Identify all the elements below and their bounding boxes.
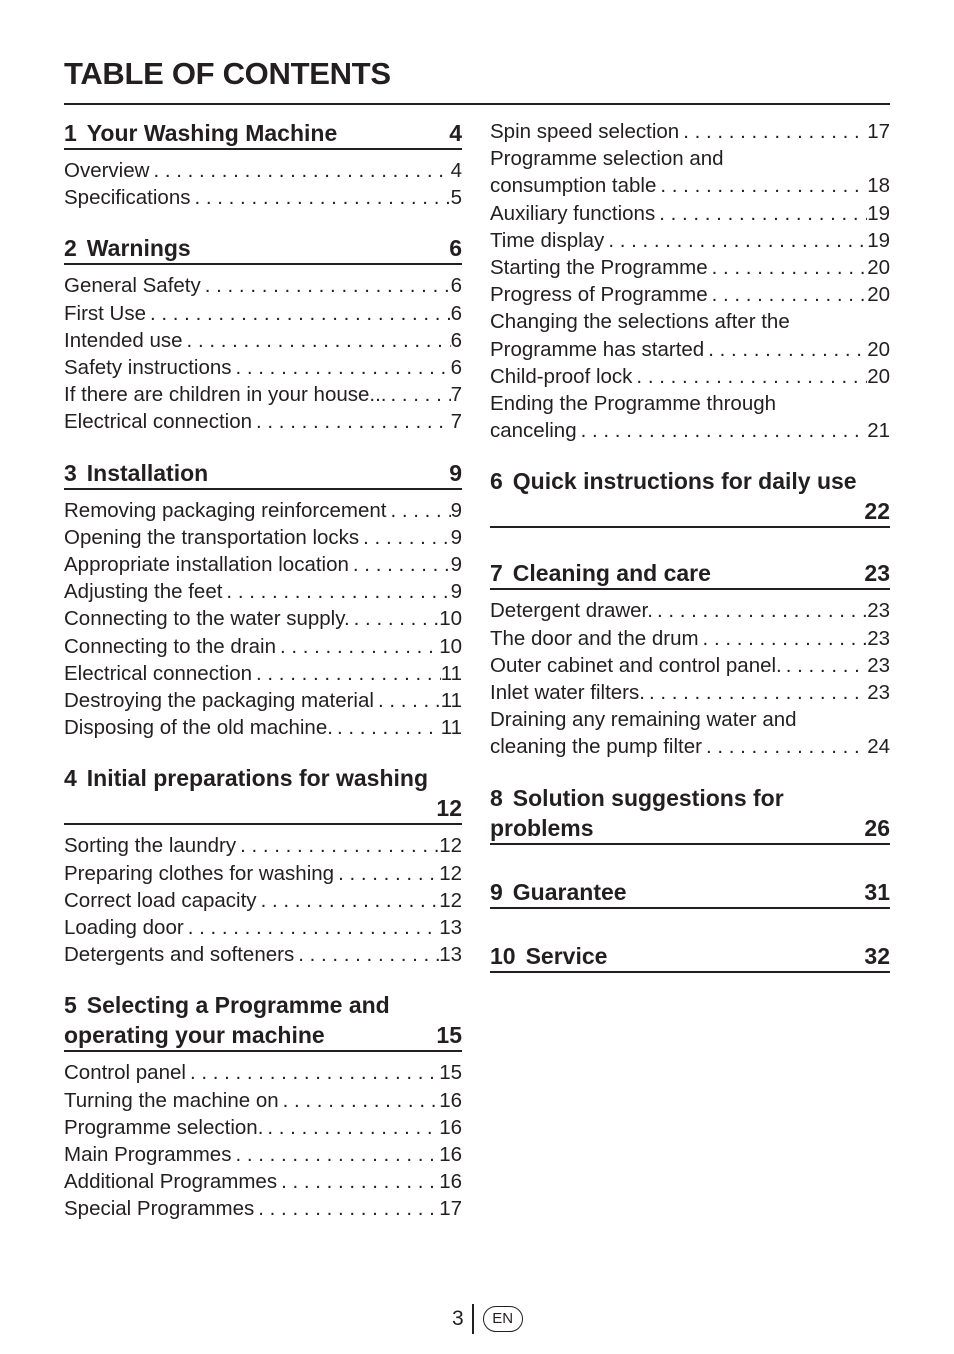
- entry-label: Correct load capacity: [64, 888, 257, 912]
- entry-label: Time display: [490, 228, 605, 252]
- dot-leader: [334, 860, 439, 887]
- section-number: 1: [64, 120, 77, 146]
- toc-entry[interactable]: [490, 254, 890, 281]
- dot-leader: [236, 832, 439, 859]
- section-number: 6: [490, 468, 503, 495]
- entry-label: Electrical connection: [64, 410, 253, 434]
- entry-page: 20: [867, 364, 890, 388]
- entry-label-line1: Draining any remaining water and: [490, 708, 797, 732]
- toc-entry[interactable]: [64, 408, 462, 435]
- entry-label: Sorting the laundry: [64, 834, 237, 858]
- entry-label: Preparing clothes for washing: [64, 861, 335, 885]
- entry-page: 15: [439, 1061, 462, 1085]
- dot-leader: [184, 914, 440, 941]
- entry-label: Detergents and softeners: [64, 943, 295, 967]
- footer-divider: [472, 1304, 474, 1334]
- dot-leader: [386, 497, 450, 524]
- page-title: TABLE OF CONTENTS: [64, 56, 391, 91]
- entry-page: 12: [439, 861, 462, 885]
- entry-label: Connecting to the water supply.: [64, 607, 350, 631]
- section-title-line1: Solution suggestions for: [512, 784, 784, 811]
- toc-entry[interactable]: [64, 184, 462, 211]
- entry-label: Adjusting the feet: [64, 580, 223, 604]
- entry-label: Electrical connection: [64, 661, 253, 685]
- dot-leader: [254, 1195, 439, 1222]
- section-number: 3: [64, 459, 77, 486]
- toc-entry[interactable]: [64, 1141, 462, 1168]
- entry-label: Special Programmes: [64, 1197, 255, 1221]
- toc-section-9[interactable]: [490, 877, 890, 909]
- entry-label: Safety instructions: [64, 356, 232, 380]
- entry-page: 11: [440, 661, 462, 685]
- dot-leader: [699, 625, 868, 652]
- entry-label: Programme has started: [490, 337, 705, 361]
- entry-label: cleaning the pump filter: [490, 735, 702, 759]
- dot-leader: [359, 524, 450, 551]
- section-page: 12: [436, 795, 462, 822]
- entry-label: First Use: [64, 301, 146, 325]
- entry-label-line1: Changing the selections after the: [490, 310, 790, 334]
- language-badge: EN: [483, 1306, 523, 1332]
- entry-label: Outer cabinet and control panel.: [490, 653, 782, 677]
- toc-entry[interactable]: [64, 1114, 462, 1141]
- entry-page: 21: [867, 419, 890, 443]
- section-number: 9: [490, 878, 503, 905]
- toc-entry[interactable]: [490, 679, 890, 706]
- page-number: 3: [452, 1307, 464, 1330]
- dot-leader: [708, 281, 868, 308]
- section-page: 4: [449, 120, 462, 146]
- entry-label: Removing packaging reinforcement: [64, 498, 387, 522]
- toc-entry[interactable]: [490, 652, 890, 679]
- toc-entry[interactable]: [64, 497, 462, 524]
- entry-label: Spin speed selection: [490, 120, 680, 143]
- entry-label: Specifications: [64, 186, 191, 210]
- toc-entry[interactable]: [64, 1087, 462, 1114]
- toc-entry[interactable]: [64, 887, 462, 914]
- entry-page: 6: [450, 328, 462, 352]
- entry-label: Intended use: [64, 328, 183, 352]
- toc-left-column: [64, 118, 462, 1245]
- dot-leader: [146, 300, 451, 327]
- entry-label: General Safety: [64, 274, 201, 298]
- toc-entry[interactable]: [64, 1195, 462, 1222]
- dot-leader: [257, 887, 440, 914]
- dot-leader: [186, 1059, 439, 1086]
- dot-leader: [350, 605, 440, 632]
- toc-section-10[interactable]: [490, 941, 890, 973]
- entry-page: 9: [450, 580, 462, 604]
- entry-page: 12: [439, 888, 462, 912]
- dot-leader: [349, 551, 451, 578]
- toc-entry[interactable]: [64, 633, 462, 660]
- toc-entry[interactable]: [490, 363, 890, 390]
- section-title: Warnings: [86, 235, 191, 262]
- entry-page: 19: [867, 228, 890, 252]
- entry-label: Auxiliary functions: [490, 201, 656, 225]
- dot-leader: [252, 408, 451, 435]
- entry-label: The door and the drum: [490, 626, 699, 650]
- toc-entry[interactable]: [490, 390, 890, 444]
- entry-page: 6: [450, 274, 462, 298]
- section-title-line1: Selecting a Programme and: [86, 992, 390, 1019]
- dot-leader: [704, 336, 867, 363]
- toc-section-5[interactable]: [64, 990, 462, 1052]
- entry-label: If there are children in your house...: [64, 383, 387, 407]
- toc-entry[interactable]: [64, 1059, 462, 1086]
- dot-leader: [679, 118, 867, 145]
- section-page: 22: [864, 498, 890, 525]
- section-page: 15: [436, 1022, 462, 1049]
- entry-label: Appropriate installation location: [64, 553, 349, 577]
- toc-entry[interactable]: [64, 914, 462, 941]
- entry-label: Inlet water filters.: [490, 681, 645, 705]
- toc-section-7[interactable]: [490, 558, 890, 590]
- section-number: 7: [490, 560, 503, 587]
- dot-leader: [577, 417, 868, 444]
- section-title: Cleaning and care: [512, 560, 711, 587]
- toc-entry[interactable]: [64, 714, 462, 741]
- section-title-line2: operating your machine: [64, 1022, 325, 1049]
- toc-entry[interactable]: [64, 832, 462, 859]
- entry-label: Loading door: [64, 916, 184, 940]
- entry-page: 6: [450, 356, 462, 380]
- section-title-line2: problems: [490, 814, 594, 841]
- dot-leader: [252, 660, 441, 687]
- entry-label: Main Programmes: [64, 1143, 232, 1167]
- entry-label: consumption table: [490, 174, 657, 198]
- section-title: Installation: [86, 459, 209, 486]
- toc-entry[interactable]: [64, 1168, 462, 1195]
- entry-page: 17: [439, 1197, 462, 1221]
- entry-page: 24: [867, 735, 890, 759]
- entry-page: 13: [439, 943, 462, 967]
- entry-page: 23: [867, 681, 890, 705]
- dot-leader: [333, 714, 441, 741]
- entry-page: 4: [450, 159, 462, 182]
- toc-entry[interactable]: [64, 660, 462, 687]
- entry-label: Destroying the packaging material: [64, 689, 374, 713]
- toc-entry[interactable]: [490, 597, 890, 624]
- entry-page: 17: [867, 120, 890, 143]
- entry-page: 11: [440, 716, 462, 740]
- toc-section-6[interactable]: [490, 466, 890, 528]
- section-title: Quick instructions for daily use: [512, 468, 857, 495]
- dot-leader: [782, 652, 867, 679]
- dot-leader: [183, 327, 451, 354]
- section-title: Service: [525, 942, 608, 969]
- dot-leader: [190, 184, 450, 211]
- entry-label: Progress of Programme: [490, 283, 708, 307]
- dot-leader: [655, 200, 867, 227]
- section-page: 23: [864, 560, 890, 587]
- entry-page: 10: [439, 634, 462, 658]
- section-number: 2: [64, 235, 77, 262]
- toc-section-4[interactable]: [64, 763, 462, 825]
- section-number: 5: [64, 992, 77, 1019]
- entry-page: 7: [450, 410, 462, 434]
- section-number: 10: [490, 942, 516, 969]
- toc-entry[interactable]: [490, 281, 890, 308]
- entry-page: 16: [439, 1088, 462, 1112]
- toc-entry[interactable]: [490, 308, 890, 362]
- entry-label: Child-proof lock: [490, 364, 633, 388]
- entry-page: 10: [439, 607, 462, 631]
- dot-leader: [604, 227, 867, 254]
- entry-page: 16: [439, 1143, 462, 1167]
- entry-label-line1: Ending the Programme through: [490, 392, 777, 416]
- toc-section-1[interactable]: [64, 118, 462, 150]
- dot-leader: [294, 941, 439, 968]
- entry-page: 11: [440, 689, 462, 713]
- toc-entry[interactable]: [64, 578, 462, 605]
- entry-page: 9: [450, 498, 462, 522]
- section-page: 9: [449, 459, 462, 486]
- entry-page: 5: [450, 186, 462, 210]
- entry-page: 23: [867, 653, 890, 677]
- toc-right-column: [490, 118, 890, 973]
- toc-entry[interactable]: [490, 227, 890, 254]
- entry-page: 12: [439, 834, 462, 858]
- entry-page: 7: [450, 383, 462, 407]
- toc-entry[interactable]: [490, 200, 890, 227]
- toc-entry[interactable]: [64, 551, 462, 578]
- dot-leader: [702, 733, 867, 760]
- toc-entry[interactable]: [64, 687, 462, 714]
- entry-label: Starting the Programme: [490, 256, 708, 280]
- title-rule: [64, 103, 890, 105]
- section-page: 31: [864, 878, 890, 905]
- toc-entry[interactable]: [490, 118, 890, 145]
- entry-page: 16: [439, 1170, 462, 1194]
- entry-page: 13: [439, 916, 462, 940]
- toc-entry[interactable]: [64, 524, 462, 551]
- entry-page: 23: [867, 599, 890, 623]
- dot-leader: [645, 679, 867, 706]
- dot-leader: [149, 157, 450, 184]
- entry-label: Control panel: [64, 1061, 186, 1085]
- entry-label: Opening the transportation locks: [64, 525, 360, 549]
- toc-entry[interactable]: [490, 706, 890, 760]
- toc-entry[interactable]: [64, 157, 462, 184]
- section-title: Initial preparations for washing: [86, 765, 429, 792]
- toc-entry[interactable]: [64, 327, 462, 354]
- entry-label: Connecting to the drain: [64, 634, 276, 658]
- dot-leader: [277, 1168, 439, 1195]
- toc-entry[interactable]: [64, 941, 462, 968]
- entry-label: Disposing of the old machine.: [64, 716, 333, 740]
- entry-page: 9: [450, 525, 462, 549]
- dot-leader: [231, 1141, 439, 1168]
- toc-entry[interactable]: [64, 860, 462, 887]
- section-page: 32: [864, 942, 890, 969]
- entry-page: 16: [439, 1115, 462, 1139]
- dot-leader: [222, 578, 450, 605]
- dot-leader: [374, 687, 441, 714]
- toc-entry[interactable]: [490, 625, 890, 652]
- entry-label-line1: Programme selection and: [490, 147, 724, 171]
- entry-label: canceling: [490, 419, 577, 443]
- toc-entry[interactable]: [64, 605, 462, 632]
- dot-leader: [653, 597, 867, 624]
- entry-page: 6: [450, 301, 462, 325]
- section-page: 6: [449, 235, 462, 262]
- toc-section-8[interactable]: [490, 783, 890, 845]
- entry-page: 23: [867, 626, 890, 650]
- section-number: 8: [490, 784, 503, 811]
- entry-page: 20: [867, 256, 890, 280]
- entry-page: 18: [867, 174, 890, 198]
- page-footer: [452, 1304, 523, 1334]
- entry-label: Additional Programmes: [64, 1170, 278, 1194]
- dot-leader: [632, 363, 867, 390]
- dot-leader: [279, 1087, 440, 1114]
- entry-label: Detergent drawer.: [490, 599, 653, 623]
- toc-entry[interactable]: [64, 272, 462, 299]
- entry-page: 20: [867, 283, 890, 307]
- toc-entry[interactable]: [490, 145, 890, 199]
- toc-section-3[interactable]: [64, 458, 462, 490]
- dot-leader: [232, 354, 451, 381]
- section-title: Your Washing Machine: [86, 120, 338, 146]
- section-page: 26: [864, 814, 890, 841]
- dot-leader: [708, 254, 868, 281]
- toc-section-2[interactable]: [64, 233, 462, 265]
- entry-label: Programme selection.: [64, 1115, 264, 1139]
- section-title: Guarantee: [512, 878, 627, 905]
- entry-label: Overview: [64, 159, 150, 182]
- section-number: 4: [64, 765, 77, 792]
- dot-leader: [387, 381, 451, 408]
- toc-entry[interactable]: [64, 300, 462, 327]
- entry-page: 19: [867, 201, 890, 225]
- dot-leader: [201, 272, 451, 299]
- toc-entry[interactable]: [64, 381, 462, 408]
- dot-leader: [656, 172, 867, 199]
- dot-leader: [276, 633, 439, 660]
- toc-entry[interactable]: [64, 354, 462, 381]
- entry-page: 20: [867, 337, 890, 361]
- dot-leader: [263, 1114, 439, 1141]
- entry-page: 9: [450, 553, 462, 577]
- entry-label: Turning the machine on: [64, 1088, 279, 1112]
